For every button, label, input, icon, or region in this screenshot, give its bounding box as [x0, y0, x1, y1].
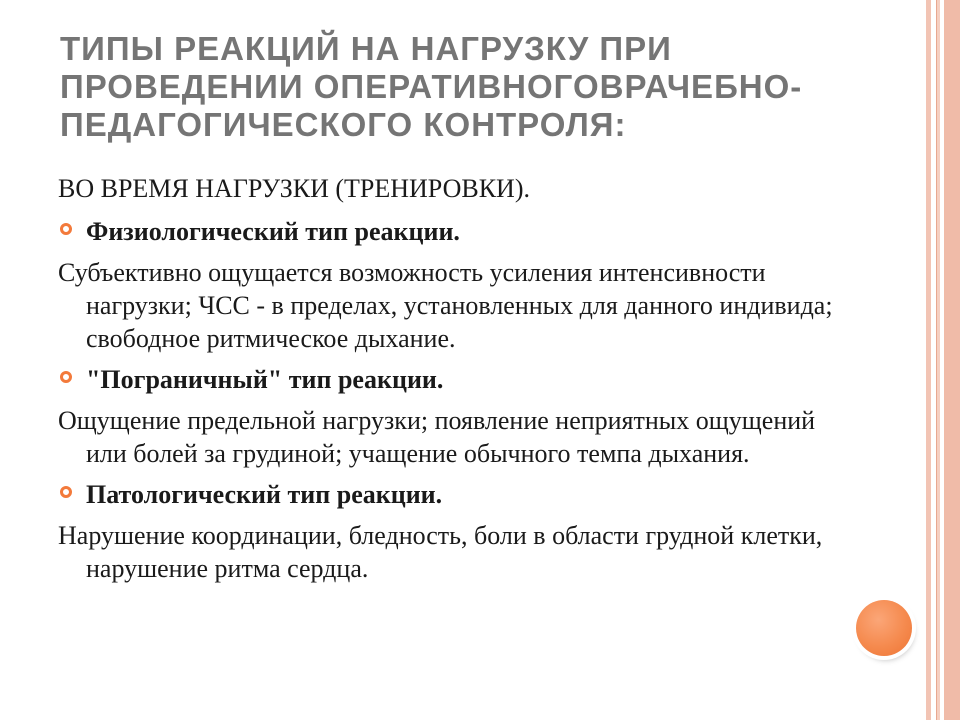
- slide-title: ТИПЫ РЕАКЦИЙ НА НАГРУЗКУ ПРИ ПРОВЕДЕНИИ ОПЕРАТИВНОГОВРАЧЕБНО-ПЕДАГОГИЧЕСКОГО КОНТРОЛЯ:: [60, 30, 803, 143]
- decorative-orange-circle: [856, 600, 912, 656]
- stripe-line: [936, 0, 937, 720]
- slide-body: [58, 172, 848, 593]
- slide-subtitle: ВО ВРЕМЯ НАГРУЗКИ (ТРЕНИРОВКИ).: [58, 174, 530, 203]
- reaction-description-pathological: Нарушение координации, бледность, боли в области грудной клетки, нарушение ритма сердца.: [58, 521, 823, 583]
- bullet-circle-icon: [60, 486, 72, 498]
- decorative-side-stripes: [918, 0, 960, 720]
- reaction-heading-pathological: [58, 478, 848, 511]
- reaction-heading-text: Физиологический тип реакции.: [86, 217, 460, 246]
- reaction-heading-text: "Пограничный" тип реакции.: [86, 365, 444, 394]
- reaction-heading-borderline: [58, 363, 848, 396]
- reaction-description-physiological: Субъективно ощущается возможность усиления интенсивности нагрузки; ЧСС - в пределах, установленных для данного индивида; свободное ритмическое дыхание.: [58, 258, 833, 353]
- reaction-heading-text: Патологический тип реакции.: [86, 480, 443, 509]
- bullet-circle-icon: [60, 223, 72, 235]
- reaction-description-borderline: Ощущение предельной нагрузки; появление неприятных ощущений или болей за грудиной; учащение обычного темпа дыхания.: [58, 406, 816, 468]
- reaction-heading-physiological: [58, 215, 848, 248]
- bullet-circle-icon: [60, 371, 72, 383]
